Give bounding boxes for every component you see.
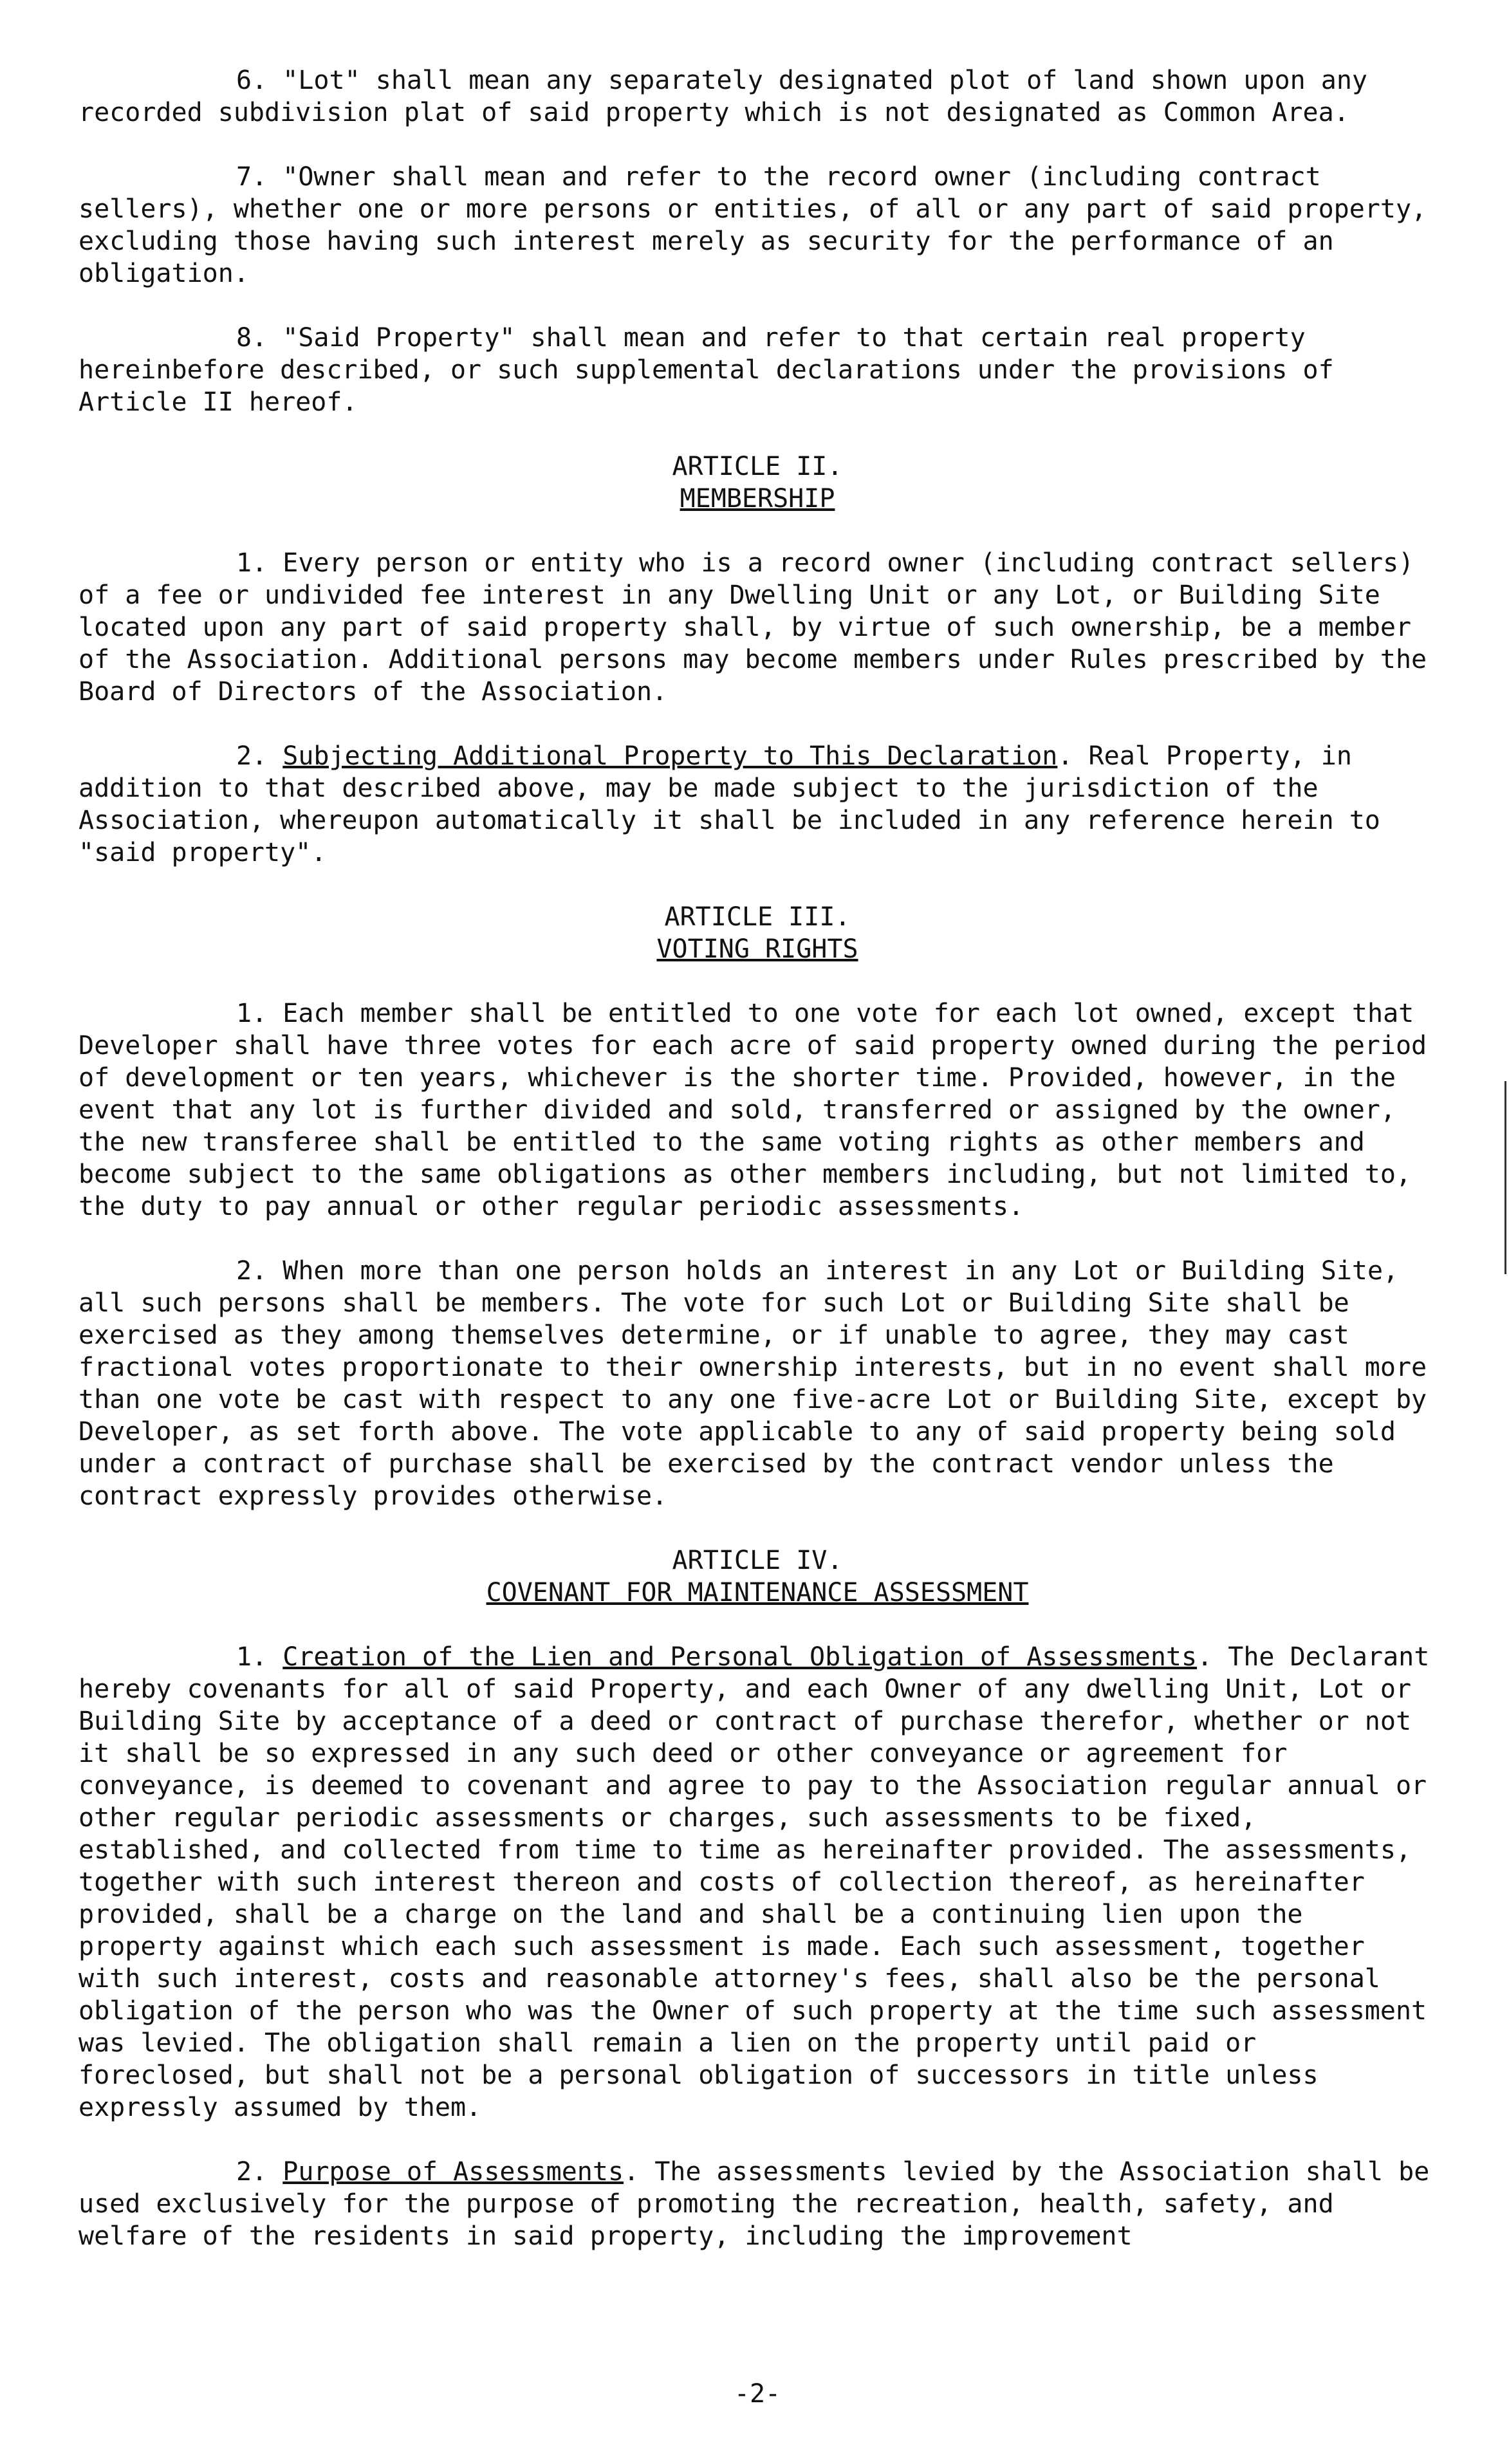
article-4-heading [79,1544,1436,1609]
definition-6: 6. "Lot" shall mean any separately designated plot of land shown upon any recorded subdivision plat of said property which is not designated as Common Area. [79,66,1367,127]
article-4-section-2: 2. Purpose of Assessments. The assessments levied by the Association shall be used exclusively for the purpose of promoting the recreation, health, safety, and welfare of the residents in said property, including the improvement [79,2157,1430,2251]
page-number: -2- [734,2379,781,2409]
article-3-title: VOTING RIGHTS [656,934,858,964]
section-heading: Purpose of Assessments [282,2157,624,2187]
article-3-section-2: 2. When more than one person holds an interest in any Lot or Building Site, all such persons shall be members. The vote for such Lot or Building Site shall be exercised as they among themselves determine, or if unable to agree, they may cast fractional votes proportionate to their ownership interests, but in no event shall more than one vote be cast with respect to any one five-acre Lot or Building Site, except by Developer, as set forth above. The vote applicable to any of said property being sold under a contract of purchase shall be exercised by the contract vendor unless the contract expressly provides otherwise. [79,1256,1427,1511]
article-2-title: MEMBERSHIP [680,484,835,514]
article-2-heading [79,450,1436,515]
article-2-section-2: 2. Subjecting Additional Property to This Declaration. Real Property, in addition to that described above, may be made subject to the jurisdiction of the Association, whereupon automatically it shall be included in any reference herein to "said property". [79,741,1380,867]
article-3-section-1: 1. Each member shall be entitled to one vote for each lot owned, except that Developer shall have three votes for each acre of said property owned during the period of development or ten years, whichever is the shorter time. Provided, however, in the event that any lot is further divided and sold, transferred or assigned by the owner, the new transferee shall be entitled to the same voting rights as other members and become subject to the same obligations as other members including, but not limited to, the duty to pay annual or other regular periodic assessments. [79,999,1427,1221]
article-4-title: COVENANT FOR MAINTENANCE ASSESSMENT [486,1578,1029,1607]
article-4-number: ARTICLE IV. [672,1546,843,1575]
definition-8: 8. "Said Property" shall mean and refer to that certain real property hereinbefore described, or such supplemental declarations under the provisions of Article II hereof. [79,323,1334,417]
section-heading: Subjecting Additional Property to This Declaration [282,741,1058,771]
definition-7: 7. "Owner shall mean and refer to the record owner (including contract sellers), whether one or more persons or entities, of all or any part of said property, excluding those having such interest merely as security for the performance of an obligation. [79,162,1427,288]
article-3-heading [79,901,1436,965]
document-page [79,64,1436,2409]
article-2-section-1: 1. Every person or entity who is a record owner (including contract sellers) of a fee or undivided fee interest in any Dwelling Unit or any Lot, or Building Site located upon any part of said property shall, by virtue of such ownership, be a member of the Association. Additional persons may become members under Rules prescribed by the Board of Directors of the Association. [79,548,1427,707]
section-heading: Creation of the Lien and Personal Obligation of Assessments [282,1642,1198,1672]
article-3-number: ARTICLE III. [664,902,851,932]
margin-mark [1504,1081,1506,1274]
article-2-number: ARTICLE II. [672,452,843,481]
article-4-section-1: 1. Creation of the Lien and Personal Obligation of Assessments. The Declarant hereby covenants for all of said Property, and each Owner of any dwelling Unit, Lot or Building Site by acceptance of a deed or contract of purchase therefor, whether or not it shall be so expressed in any such deed or other conveyance or agreement for conveyance, is deemed to covenant and agree to pay to the Association regular annual or other regular periodic assessments or charges, such assessments to be fixed, established, and collected from time to time as hereinafter provided. The assessments, together with such interest thereon and costs of collection thereof, as hereinafter provided, shall be a charge on the land and shall be a continuing lien upon the property against which each such assessment is made. Each such assessment, together with such interest, costs and reasonable attorney's fees, shall also be the personal obligation of the person who was the Owner of such property at the time such assessment was levied. The obligation shall remain a lien on the property until paid or foreclosed, but shall not be a personal obligation of successors in title unless expressly assumed by them. [79,1642,1430,2122]
